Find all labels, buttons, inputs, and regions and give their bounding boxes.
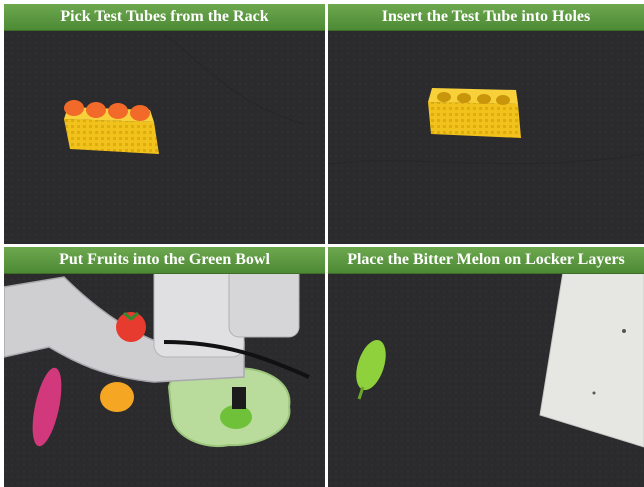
tube-rack	[64, 119, 159, 154]
panel-title: Place the Bitter Melon on Locker Layers	[328, 247, 644, 274]
gripper	[232, 387, 246, 409]
panel-put-fruits	[4, 247, 325, 487]
panel-place-bitter-melon	[328, 247, 644, 487]
mango	[100, 382, 134, 412]
panel-pick-test-tubes	[4, 4, 325, 244]
tomato	[116, 312, 146, 342]
panel-title: Put Fruits into the Green Bowl	[4, 247, 325, 274]
tube-rack	[428, 102, 521, 138]
scene-bitter-melon-locker	[328, 247, 644, 487]
panel-insert-test-tube	[328, 4, 644, 244]
scene-tube-rack-with-caps	[4, 4, 325, 244]
panel-title: Insert the Test Tube into Holes	[328, 4, 644, 31]
scene-empty-tube-rack	[328, 4, 644, 244]
panel-title: Pick Test Tubes from the Rack	[4, 4, 325, 31]
scene-robot-arm-fruits-bowl	[4, 247, 325, 487]
